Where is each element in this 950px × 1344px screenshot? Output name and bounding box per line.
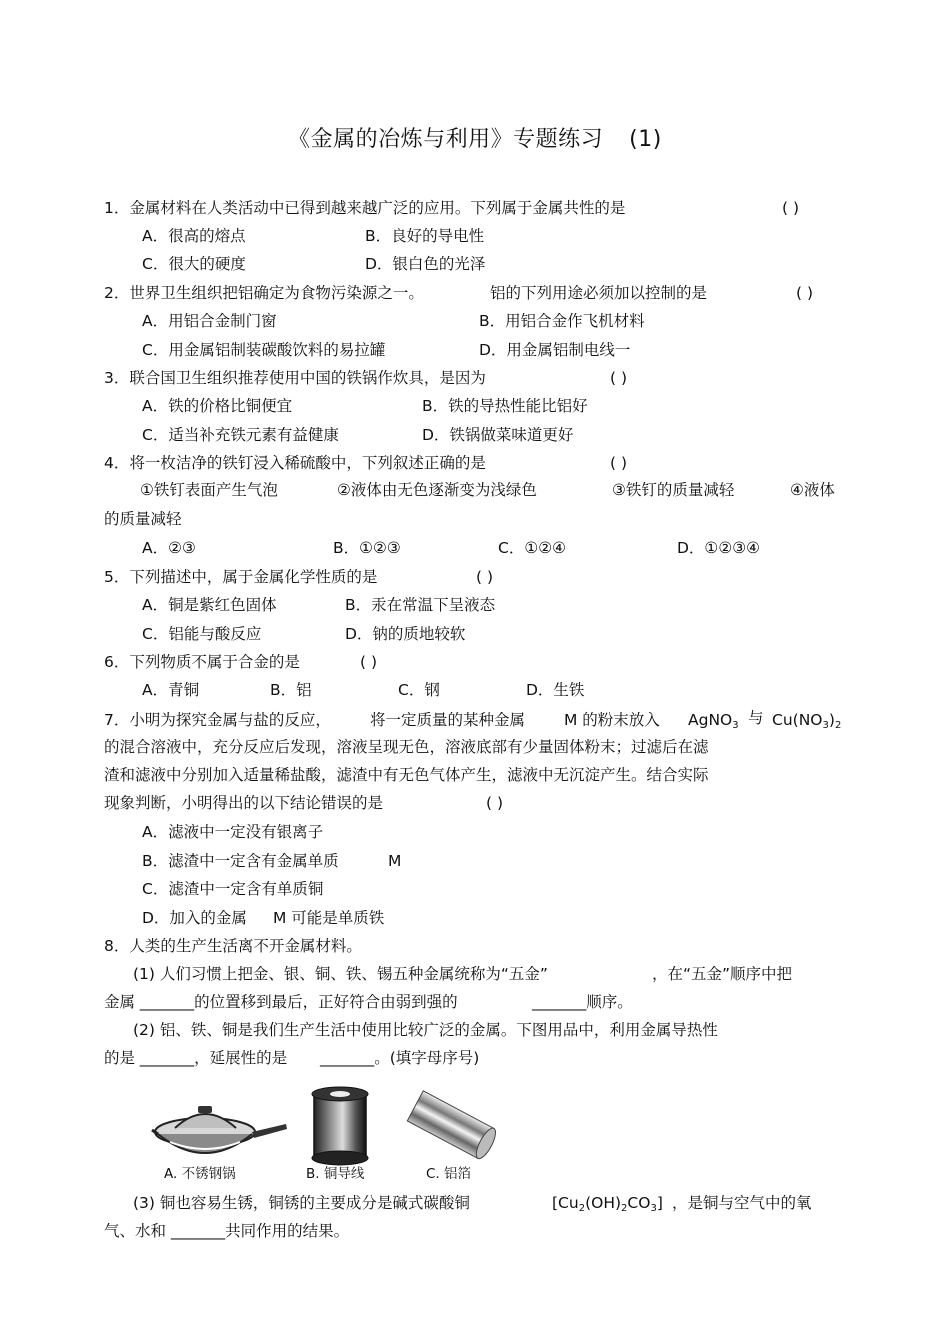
q7-line1-part2: 将一定质量的某种金属 xyxy=(370,711,526,729)
q3-option-b: B．铁的导热性能比铝好 xyxy=(422,397,588,415)
q3-option-a: A．铁的价格比铜便宜 xyxy=(142,397,293,415)
q3-answer-paren: ( ) xyxy=(610,369,628,387)
figure-caption-b: B. 铜导线 xyxy=(306,1166,365,1182)
q7-formula-agno3 xyxy=(688,710,739,736)
q4-option-a: A．②③ xyxy=(142,539,196,557)
q8-part2-c: _______。(填字母序号) xyxy=(320,1049,480,1067)
figure-caption-c: C. 铝箔 xyxy=(426,1166,472,1182)
q4-stem: 4．将一枚洁净的铁钉浸入稀硫酸中，下列叙述正确的是 xyxy=(104,454,486,472)
q1-answer-paren: ( ) xyxy=(782,199,800,217)
q1-option-b: B．良好的导电性 xyxy=(365,227,485,245)
q4-statement-4: ④液体 xyxy=(790,481,835,499)
q8-part1-d: _______顺序。 xyxy=(532,993,633,1011)
q7-formula-cuno32-sub1: 3 xyxy=(822,720,829,731)
q8-part1-c: 金属 _______的位置移到最后，正好符合由弱到强的 xyxy=(104,993,458,1011)
q4-option-d: D．①②③④ xyxy=(677,539,761,557)
title-text: 《金属的冶炼与利用》专题练习 xyxy=(288,127,604,152)
q5-option-d: D．钠的质地较软 xyxy=(345,625,466,643)
q7-line1-and: 与 xyxy=(748,709,764,727)
q3-option-d: D．铁锅做菜味道更好 xyxy=(422,426,574,444)
q8-part1-b: ，在“五金”顺序中把 xyxy=(652,965,793,983)
aluminum-foil-image xyxy=(404,1086,499,1166)
q2-option-d: D．用金属铝制电线一 xyxy=(479,341,631,359)
q7-formula-cuno32 xyxy=(772,710,841,736)
figure-caption-a: A. 不锈钢锅 xyxy=(164,1166,236,1182)
q4-answer-paren: ( ) xyxy=(610,454,628,472)
q6-option-d: D．生铁 xyxy=(526,681,585,699)
stainless-wok-image xyxy=(150,1094,290,1164)
q4-option-b: B．①②③ xyxy=(333,539,401,557)
q5-stem: 5．下列描述中，属于金属化学性质的是 xyxy=(104,568,378,586)
q1-stem: 1．金属材料在人类活动中已得到越来越广泛的应用。下列属于金属共性的是 xyxy=(104,199,626,217)
q2-stem-part2: 铝的下列用途必须加以控制的是 xyxy=(490,284,708,302)
q7-formula-cuno32-close: ) xyxy=(828,711,835,729)
q7-line1-part1: 7．小明为探究金属与盐的反应， xyxy=(104,711,331,729)
formula-part-close: ] xyxy=(656,1194,663,1212)
q6-answer-paren: ( ) xyxy=(360,653,378,671)
q7-line2: 的混合溶液中，充分反应后发现，溶液呈现无色，溶液底部有少量固体粉末；过滤后在滤 xyxy=(104,738,709,756)
q8-part3-a: (3) 铜也容易生锈，铜锈的主要成分是碱式碳酸铜 xyxy=(133,1194,470,1212)
q8-part1-a: (1) 人们习惯上把金、银、铜、铁、锡五种金属统称为“五金” xyxy=(133,965,548,983)
q2-option-c: C．用金属铝制装碳酸饮料的易拉罐 xyxy=(142,341,386,359)
q7-answer-paren: ( ) xyxy=(486,794,504,812)
q8-part3-c: ，是铜与空气中的氧 xyxy=(672,1194,812,1212)
q7-option-d-part1: D．加入的金属 xyxy=(142,909,247,927)
q7-option-c: C．滤渣中一定含有单质铜 xyxy=(142,880,324,898)
q4-statement-1: ①铁钉表面产生气泡 xyxy=(140,481,278,499)
q7-option-d-part2: M 可能是单质铁 xyxy=(273,909,385,927)
q1-option-c: C．很大的硬度 xyxy=(142,255,246,273)
copper-wire-spool-image xyxy=(310,1086,370,1166)
formula-sub-3: 3 xyxy=(650,1203,657,1214)
q5-answer-paren: ( ) xyxy=(476,568,494,586)
q6-stem: 6．下列物质不属于合金的是 xyxy=(104,653,300,671)
q7-formula-cuno32-sub2: 2 xyxy=(834,720,842,731)
q5-option-c: C．铝能与酸反应 xyxy=(142,625,262,643)
q2-stem-part1: 2．世界卫生组织把铝确定为食物污染源之一。 xyxy=(104,284,424,302)
q4-statement-4-cont: 的质量减轻 xyxy=(104,510,182,528)
formula-part-oh: (OH) xyxy=(585,1194,622,1212)
q8-stem: 8．人类的生产生活离不开金属材料。 xyxy=(104,937,362,955)
q7-line1-part3: M 的粉末放入 xyxy=(564,711,660,729)
q5-option-a: A．铜是紫红色固体 xyxy=(142,596,277,614)
page-title xyxy=(0,122,950,153)
q6-option-c: C．钢 xyxy=(398,681,440,699)
q4-statement-2: ②液体由无色逐渐变为浅绿色 xyxy=(337,481,537,499)
q7-option-a: A．滤液中一定没有银离子 xyxy=(142,823,324,841)
q1-option-a: A．很高的熔点 xyxy=(142,227,246,245)
q7-option-b-m: M xyxy=(388,852,402,870)
q8-formula-basic-copper-carbonate xyxy=(552,1193,663,1219)
q7-formula-cuno32-main: Cu(NO xyxy=(772,711,823,729)
q6-option-b: B．铝 xyxy=(270,681,312,699)
q7-formula-agno3-main: AgNO xyxy=(688,711,733,729)
q5-option-b: B．汞在常温下呈液态 xyxy=(345,596,496,614)
formula-sub-2: 2 xyxy=(621,1203,628,1214)
q6-option-a: A．青铜 xyxy=(142,681,200,699)
q7-formula-agno3-sub: 3 xyxy=(732,720,739,731)
q2-option-a: A．用铝合金制门窗 xyxy=(142,312,277,330)
formula-sub-1: 2 xyxy=(578,1203,586,1214)
title-number: (1) xyxy=(629,127,662,152)
q7-line3: 渣和滤液中分别加入适量稀盐酸，滤渣中有无色气体产生，滤液中无沉淀产生。结合实际 xyxy=(104,766,709,784)
q7-option-b: B．滤渣中一定含有金属单质 xyxy=(142,852,339,870)
q4-option-c: C．①②④ xyxy=(498,539,567,557)
q1-option-d: D．银白色的光泽 xyxy=(365,255,486,273)
q2-answer-paren: ( ) xyxy=(796,284,814,302)
q8-part3-d: 气、水和 _______共同作用的结果。 xyxy=(104,1222,350,1240)
q7-line4: 现象判断，小明得出的以下结论错误的是 xyxy=(104,794,384,812)
q3-option-c: C．适当补充铁元素有益健康 xyxy=(142,426,339,444)
formula-part-co: CO xyxy=(627,1194,651,1212)
q8-part2-a: (2) 铝、铁、铜是我们生产生活中使用比较广泛的金属。下图用品中，利用金属导热性 xyxy=(133,1021,718,1039)
q2-option-b: B．用铝合金作飞机材料 xyxy=(479,312,645,330)
q4-statement-3: ③铁钉的质量减轻 xyxy=(612,481,735,499)
q3-stem: 3．联合国卫生组织推荐使用中国的铁锅作炊具，是因为 xyxy=(104,369,486,387)
formula-part-cu: [Cu xyxy=(552,1194,579,1212)
q8-part2-b: 的是 _______，延展性的是 xyxy=(104,1049,288,1067)
